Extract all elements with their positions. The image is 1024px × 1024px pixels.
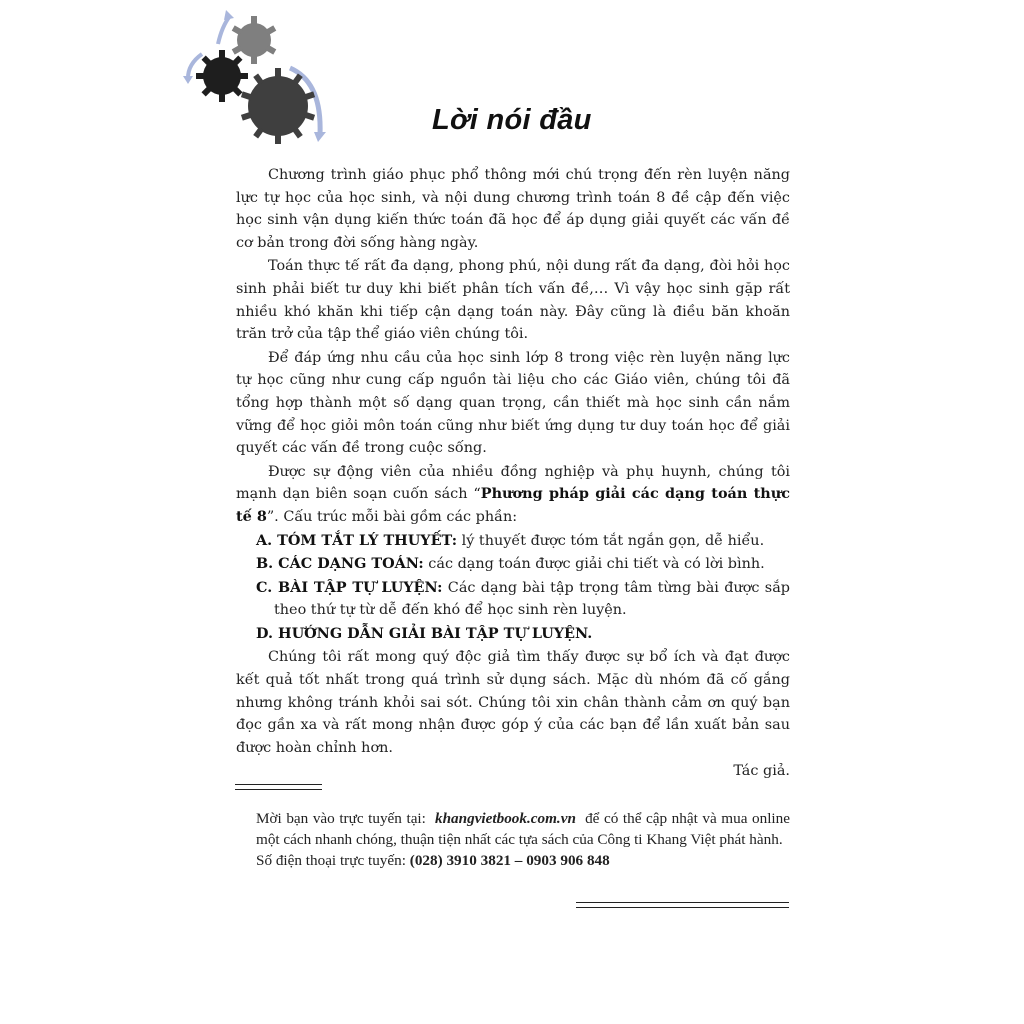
section-item	[236, 623, 790, 646]
paragraph: Toán thực tế rất đa dạng, phong phú, nội dung rất đa dạng, đòi hỏi học sinh phải biết tư duy khi biết phân tích vấn đề,… Vì vậy học sinh gặp rất nhiều khó khăn khi tiếp cận dạng toán này. Đây cũng là điều băn khoăn trăn trở của tập thể giáo viên chúng tôi.	[236, 258, 790, 343]
invite-text: Mời bạn vào trực tuyến tại:	[256, 810, 436, 827]
publisher-note	[256, 808, 794, 871]
divider-double-rule	[576, 902, 789, 908]
paragraph: Chương trình giáo phục phổ thông mới chú trọng đến rèn luyện năng lực tự học của học sinh, và nội dung chương trình toán 8 đề cập đến việc học sinh vận dụng kiến thức toán đã học để áp dụng giải quyết các vấn đề cơ bản trong đời sống hàng ngày.	[236, 167, 790, 251]
website-link[interactable]: khangvietbook.com.vn	[435, 810, 576, 827]
section-label: C. BÀI TẬP TỰ LUYỆN:	[256, 578, 443, 596]
invite-text-after: để có thể cập nhật và mua online một cách nhanh chóng, thuận tiện nhất các tựa sách của Công ti Khang Việt phát hành.	[256, 810, 794, 848]
phone-numbers: (028) 3910 3821 – 0903 906 848	[409, 852, 610, 869]
section-item	[236, 530, 790, 553]
section-label: A. TÓM TẮT LÝ THUYẾT:	[256, 531, 458, 549]
online-invite	[256, 808, 794, 850]
section-label: B. CÁC DẠNG TOÁN:	[256, 555, 424, 573]
divider-double-rule	[235, 784, 322, 790]
gears-icon	[182, 6, 332, 146]
page-title: Lời nói đầu	[432, 104, 592, 136]
intro-paragraph	[236, 461, 790, 529]
signature: Tác giả.	[733, 763, 790, 780]
arrow-head-icon	[183, 76, 193, 84]
phone-line	[256, 850, 790, 871]
section-text: các dạng toán được giải chi tiết và có lời bình.	[423, 556, 765, 573]
preface-body	[236, 164, 790, 784]
section-item	[236, 577, 790, 622]
section-item	[236, 553, 790, 576]
section-label: D. HƯỚNG DẪN GIẢI BÀI TẬP TỰ LUYỆN.	[256, 624, 593, 642]
arrow-head-icon	[314, 132, 326, 142]
phone-label: Số điện thoại trực tuyến:	[256, 852, 410, 869]
gear-dark-icon	[196, 50, 248, 102]
intro-text-after: ”. Cấu trúc mỗi bài gồm các phần:	[266, 508, 518, 525]
book-title: Phương pháp giải các dạng toán thực tế 8	[236, 485, 790, 525]
intro-text: Được sự động viên của nhiều đồng nghiệp và phụ huynh, chúng tôi mạnh dạn biên soạn cuốn sách “	[236, 463, 790, 503]
arrow-icon	[218, 16, 230, 44]
paragraph: Để đáp ứng nhu cầu của học sinh lớp 8 trong việc rèn luyện năng lực tự học cũng như cung cấp nguồn tài liệu cho các Giáo viên, chúng tôi đã tổng hợp thành một số dạng quan trọng, cần thiết mà học sinh cần nắm vững để học giỏi môn toán cũng như biết ứng dụng tư duy toán học để giải quyết các vấn đề trong cuộc sống.	[236, 349, 790, 457]
section-text: lý thuyết được tóm tắt ngắn gọn, dễ hiểu.	[457, 532, 765, 549]
arrow-head-icon	[224, 10, 234, 20]
closing-paragraph: Chúng tôi rất mong quý độc giả tìm thấy được sự bổ ích và đạt được kết quả tốt nhất trong quá trình sử dụng sách. Mặc dù nhóm đã cố gắng nhưng không tránh khỏi sai sót. Chúng tôi xin chân thành cảm ơn quý bạn đọc gần xa và rất mong nhận được góp ý của các bạn để lần xuất bản sau được hoàn chỉnh hơn.	[236, 649, 790, 756]
section-text: Các dạng bài tập trọng tâm từng bài được sắp theo thứ tự từ dễ đến khó để học sinh rèn luyện.	[274, 579, 790, 619]
